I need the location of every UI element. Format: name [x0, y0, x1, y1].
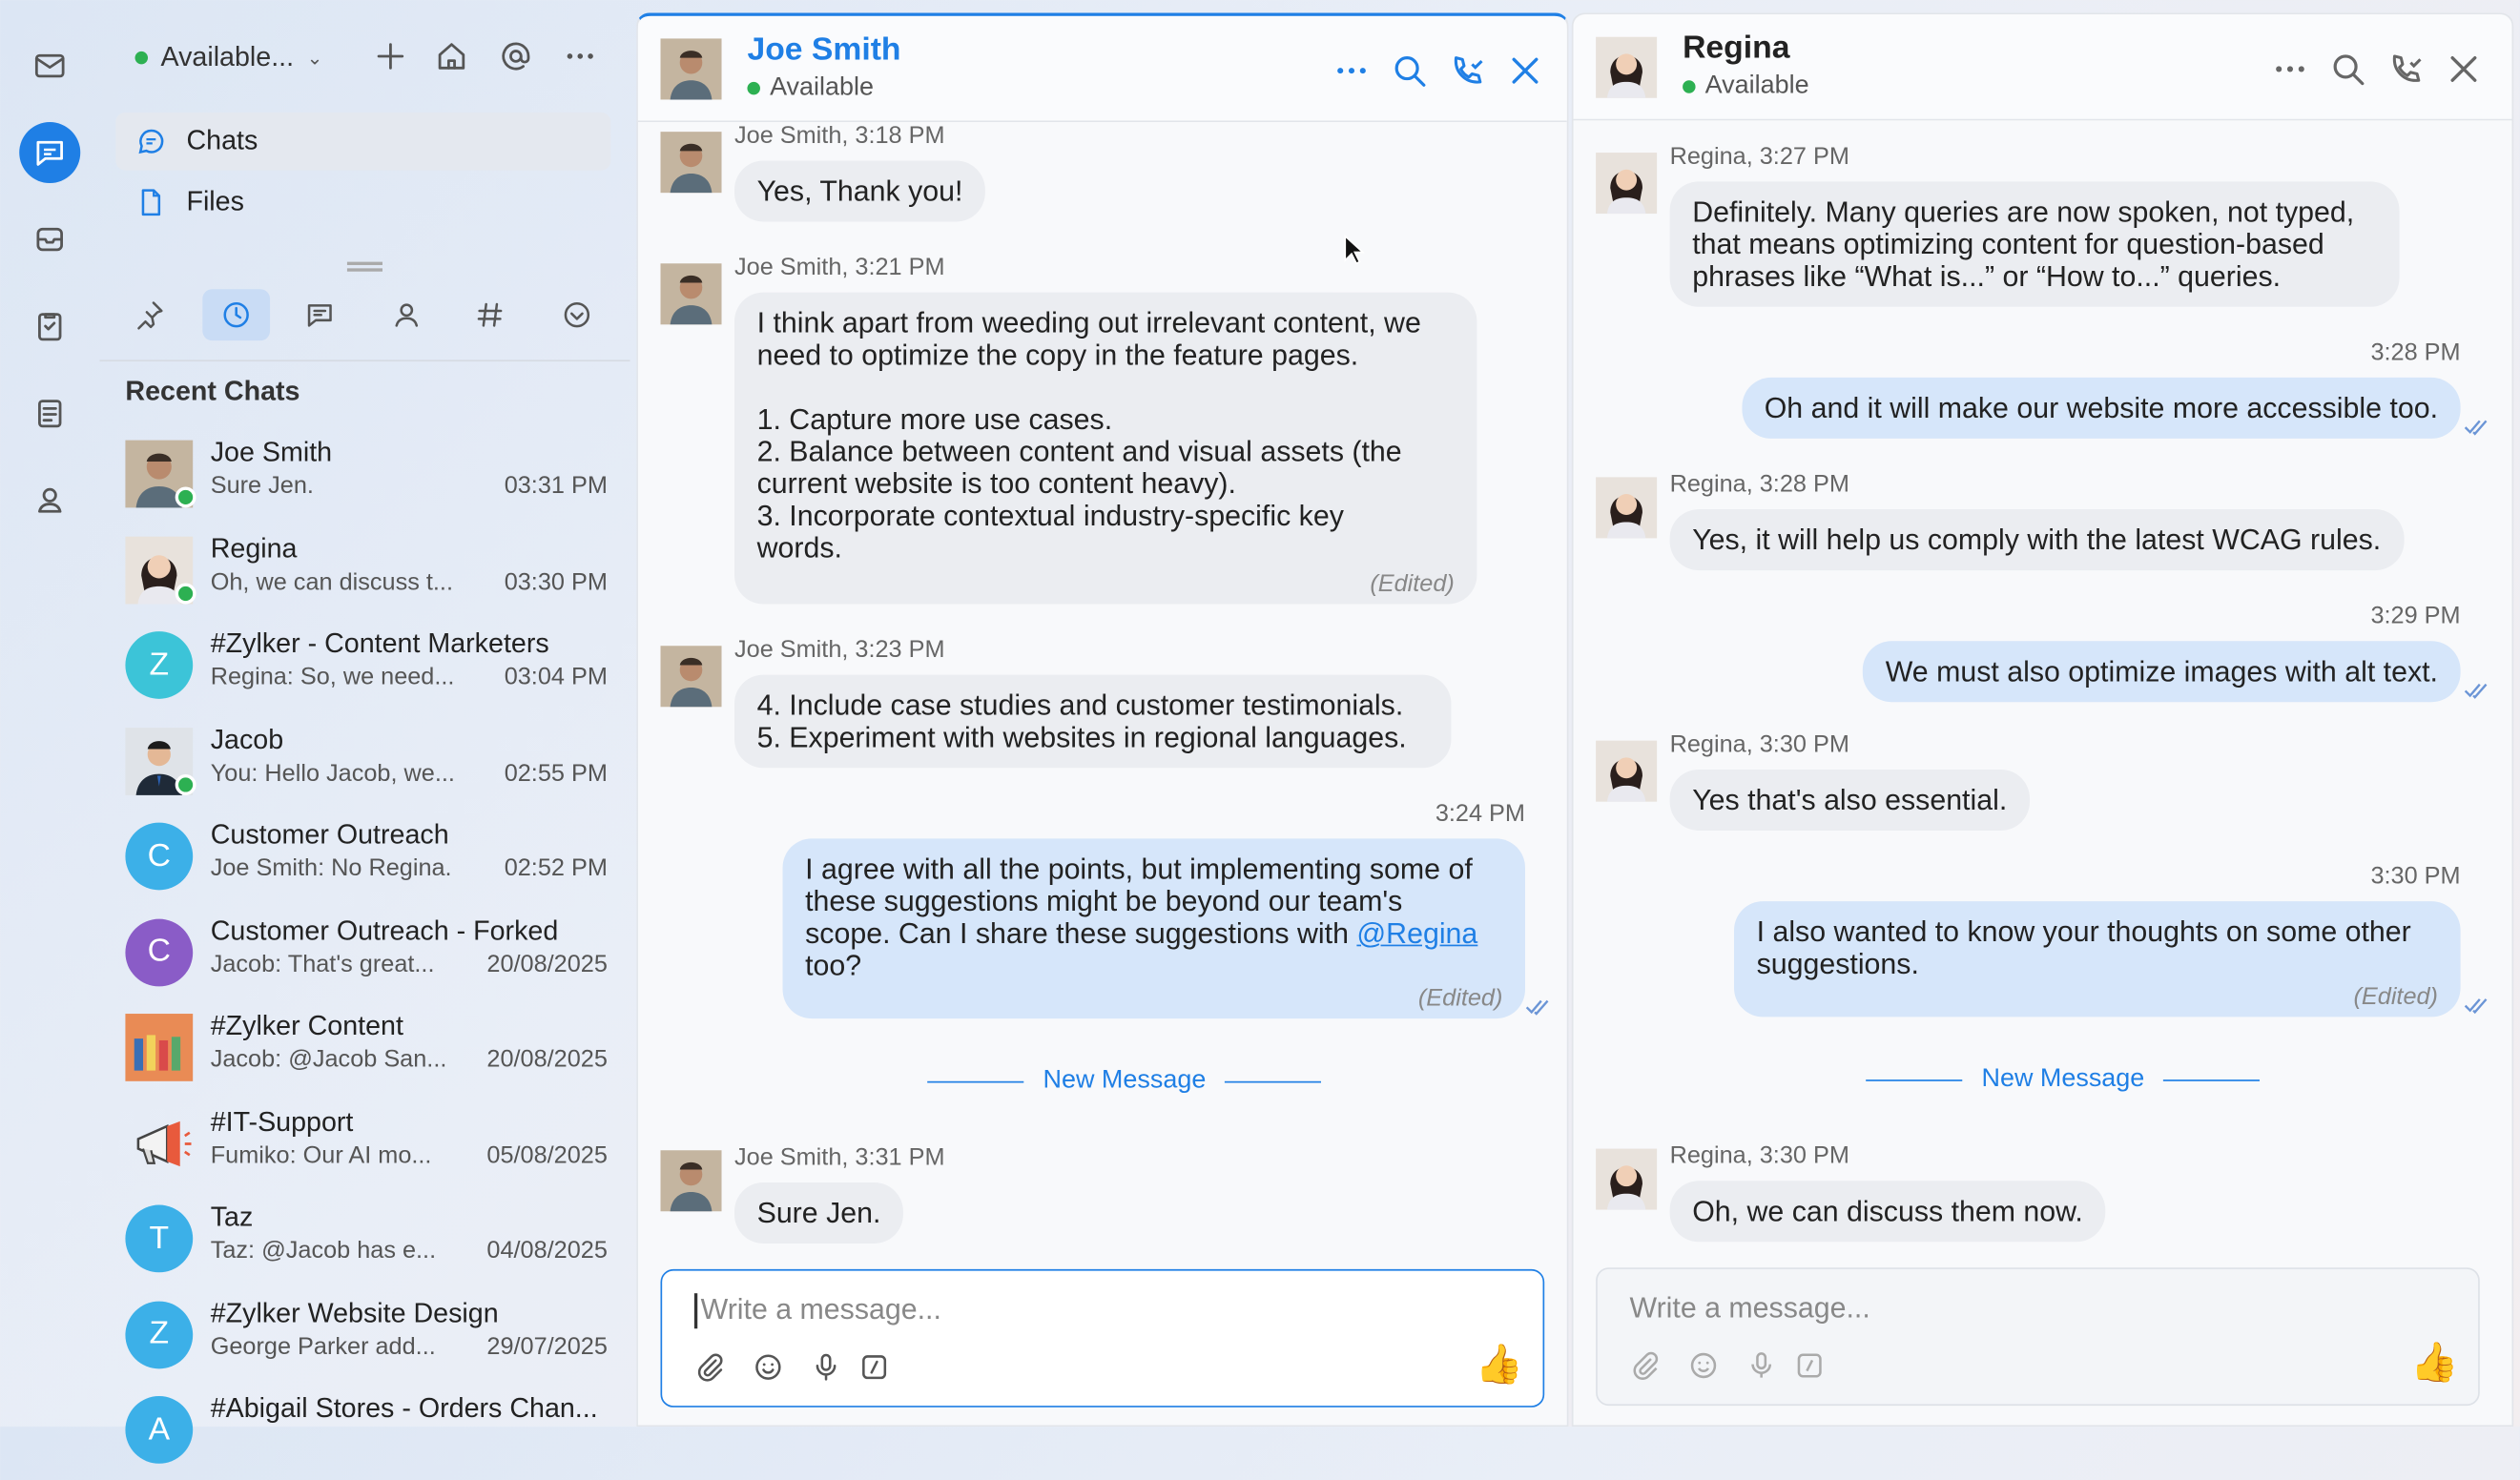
chat-preview: Oh, we can discuss t...: [210, 567, 453, 596]
recent-chats-title: Recent Chats: [125, 376, 300, 407]
message-line: 5. Experiment with websites in regional languages.: [756, 721, 1407, 754]
chat-title[interactable]: Regina: [1683, 31, 1790, 67]
slash-command-icon[interactable]: [1793, 1349, 1826, 1382]
presence-label: Available: [1704, 72, 1809, 100]
search-icon[interactable]: [2328, 50, 2366, 88]
message-input[interactable]: Write a message...: [1629, 1291, 1870, 1325]
chat-time: 05/08/2025: [486, 1141, 608, 1169]
message-composer[interactable]: [660, 1269, 1544, 1408]
chat-time: 02:55 PM: [504, 759, 608, 787]
chat-list-item[interactable]: [125, 1199, 607, 1288]
nav-chats[interactable]: [115, 113, 610, 171]
nav-files[interactable]: [115, 174, 610, 232]
read-receipt-icon: [1525, 999, 1551, 1016]
avatar[interactable]: [1596, 37, 1657, 98]
presence-label: Available: [770, 73, 874, 102]
chat-preview: Regina: So, we need...: [210, 663, 455, 691]
tasks-icon[interactable]: [19, 296, 80, 357]
chevron-down-icon[interactable]: ⌄: [306, 46, 323, 70]
avatar: [1596, 1149, 1657, 1210]
edited-label: (Edited): [1417, 984, 1503, 1013]
message-line: 2. Balance between content and visual assets (the: [756, 435, 1402, 468]
chat-time: 03:30 PM: [504, 567, 608, 596]
chat-header: [1574, 14, 2512, 120]
message-line: I agree with all the points, but implementing some of: [805, 853, 1473, 886]
read-receipt-icon: [2464, 683, 2489, 699]
message-input[interactable]: Write a message...: [700, 1293, 941, 1326]
avatar: [660, 132, 721, 193]
message-bubble[interactable]: [1670, 770, 2030, 831]
message-time: 3:29 PM: [2370, 602, 2461, 630]
chat-preview: Jacob: That's great...: [210, 950, 435, 978]
chat-filter-bar: [115, 289, 613, 353]
message-line: Definitely. Many queries are now spoken, not typed,: [1692, 195, 2355, 229]
avatar: [125, 1014, 193, 1081]
contacts-icon[interactable]: [19, 469, 80, 530]
read-receipt-icon: [2464, 997, 2489, 1014]
message-text: Yes that's also essential.: [1692, 784, 2008, 816]
message-line: current website is too content heavy).: [756, 467, 1236, 500]
message-line: need to optimize the copy in the feature pages.: [756, 339, 1359, 372]
read-receipt-icon: [2464, 420, 2489, 436]
message-bubble[interactable]: [734, 293, 1477, 605]
chat-preview: Jacob: @Jacob San...: [210, 1045, 447, 1074]
more-icon[interactable]: [2271, 50, 2309, 88]
message-line: phrases like “What is...” or “How to...” queries.: [1692, 259, 2282, 293]
call-icon[interactable]: [1448, 51, 1486, 90]
edited-label: (Edited): [1370, 570, 1455, 598]
chat-name: Taz: [210, 1202, 254, 1233]
message-text: Oh, we can discuss them now.: [1692, 1195, 2083, 1228]
chat-list-item[interactable]: [125, 1103, 607, 1193]
message-sender: Regina, 3:30 PM: [1669, 1141, 1849, 1170]
online-indicator: [176, 773, 196, 794]
chat-list-item[interactable]: [125, 816, 607, 906]
message-line: 1. Capture more use cases.: [756, 402, 1113, 436]
chat-preview: You: Hello Jacob, we...: [210, 759, 455, 787]
attach-icon[interactable]: [1629, 1349, 1662, 1382]
new-message-divider: [1847, 1065, 2280, 1094]
home-icon[interactable]: [434, 38, 469, 73]
chat-time: 29/07/2025: [486, 1332, 608, 1361]
presence-status: [747, 73, 874, 102]
inbox-icon[interactable]: [19, 209, 80, 270]
emoji-icon[interactable]: [1687, 1349, 1720, 1382]
message-line: 4. Include case studies and customer testimonials.: [756, 689, 1404, 722]
sidebar-topbar: [115, 32, 613, 84]
message-bubble[interactable]: [734, 675, 1451, 769]
avatar: Z: [125, 1301, 193, 1368]
chat-name: #Abigail Stores - Orders Chan...: [210, 1392, 598, 1424]
message-bubble[interactable]: [1734, 901, 2461, 1017]
more-icon[interactable]: [563, 38, 598, 73]
chat-name: Jacob: [210, 723, 284, 754]
chat-list-item[interactable]: [125, 1389, 607, 1479]
message-line: too?: [805, 949, 862, 982]
chat-name: Regina: [210, 532, 298, 564]
presence-status: [1683, 72, 1809, 101]
avatar: [660, 263, 721, 324]
message-line: words.: [756, 531, 842, 565]
status-selector[interactable]: Available...: [160, 41, 295, 72]
megaphone-icon: [125, 1109, 193, 1177]
chat-list-item[interactable]: [125, 721, 607, 811]
attach-icon[interactable]: [694, 1351, 727, 1384]
recent-clock-icon[interactable]: [202, 289, 270, 340]
chat-time: 03:31 PM: [504, 472, 608, 500]
pin-icon[interactable]: [115, 289, 183, 340]
chat-list-item[interactable]: [125, 529, 607, 619]
message-bubble[interactable]: [1670, 181, 2400, 306]
nav-chats-label: Chats: [186, 125, 258, 156]
avatar: [660, 646, 721, 707]
message-bubble[interactable]: [734, 160, 985, 221]
online-indicator: [176, 583, 196, 604]
search-icon[interactable]: [1390, 51, 1428, 90]
chat-name: #Zylker Content: [210, 1010, 403, 1041]
resize-handle[interactable]: [347, 262, 382, 272]
avatar: C: [125, 823, 193, 891]
chat-time: 04/08/2025: [486, 1237, 608, 1264]
nav-files-label: Files: [186, 186, 244, 217]
message-bubble[interactable]: [783, 838, 1525, 1018]
avatar: [660, 1150, 721, 1211]
chats-icon: [135, 125, 168, 157]
chat-preview: Taz: @Jacob has e...: [210, 1237, 437, 1264]
message-sender: Joe Smith, 3:18 PM: [733, 122, 945, 150]
message-line: I think apart from weeding out irrelevant content, we: [756, 306, 1421, 339]
message-line: 3. Incorporate contextual industry-specific key: [756, 499, 1344, 532]
message-sender: Regina, 3:28 PM: [1669, 470, 1849, 499]
message-time: 3:30 PM: [2370, 862, 2461, 891]
thumbs-up-icon[interactable]: 👍: [2410, 1341, 2459, 1386]
channels-hash-icon[interactable]: [457, 289, 525, 340]
message-time: 3:24 PM: [1435, 799, 1525, 828]
message-bubble[interactable]: [1863, 641, 2460, 702]
message-time: 3:28 PM: [2370, 339, 2461, 367]
microphone-icon[interactable]: [1745, 1349, 1778, 1382]
chat-name: #IT-Support: [210, 1105, 354, 1137]
microphone-icon[interactable]: [810, 1351, 842, 1384]
message-bubble[interactable]: [1670, 509, 2404, 570]
app-rail: [0, 0, 99, 1427]
chat-preview: Fumiko: Our AI mo...: [210, 1141, 432, 1169]
call-icon[interactable]: [2386, 50, 2425, 88]
chat-preview: Sure Jen.: [210, 472, 314, 500]
message-bubble[interactable]: [1670, 1181, 2106, 1242]
chat-list-item[interactable]: [125, 912, 607, 1001]
mail-icon[interactable]: [19, 35, 80, 96]
close-icon[interactable]: [2445, 50, 2483, 88]
message-line: scope. Can I share these suggestions with: [805, 916, 1357, 950]
chat-time: 20/08/2025: [486, 950, 608, 978]
chat-preview: Joe Smith: No Regina.: [210, 854, 452, 882]
message-text: Sure Jen.: [756, 1197, 881, 1229]
message-sender: Regina, 3:27 PM: [1669, 142, 1849, 171]
chat-list-item[interactable]: [125, 434, 607, 524]
avatar: A: [125, 1396, 193, 1464]
plus-icon[interactable]: [373, 38, 408, 73]
message-sender: Joe Smith, 3:21 PM: [733, 254, 945, 281]
chat-time: 20/08/2025: [486, 1045, 608, 1074]
chat-time: 03:04 PM: [504, 663, 608, 691]
chat-name: Joe Smith: [210, 437, 333, 468]
avatar: Z: [125, 631, 193, 699]
notes-icon[interactable]: [19, 382, 80, 443]
avatar: [1596, 153, 1657, 214]
avatar: [1596, 741, 1657, 802]
message-line: suggestions.: [1756, 947, 1919, 980]
chat-preview: George Parker add...: [210, 1332, 436, 1361]
edited-label: (Edited): [2353, 983, 2438, 1011]
file-icon: [135, 186, 168, 218]
emoji-icon[interactable]: [753, 1351, 785, 1384]
thumbs-up-icon[interactable]: 👍: [1475, 1343, 1524, 1387]
message-bubble[interactable]: [1742, 378, 2460, 439]
chat-sidebar: [99, 0, 630, 1448]
chat-name: #Zylker - Content Marketers: [210, 627, 549, 659]
message-bubble[interactable]: [734, 1182, 903, 1244]
more-filters-icon[interactable]: [543, 289, 610, 340]
chat-title[interactable]: Joe Smith: [747, 31, 901, 68]
avatar: T: [125, 1205, 193, 1273]
avatar[interactable]: [660, 38, 721, 99]
chat-name: Customer Outreach - Forked: [210, 915, 559, 946]
chat-list-item[interactable]: [125, 1294, 607, 1384]
message-line: that means optimizing content for question-based: [1692, 228, 2324, 260]
chat-list-item[interactable]: [125, 625, 607, 714]
message-line: these suggestions might be beyond our team's: [805, 885, 1403, 917]
message-text: Yes, Thank you!: [756, 175, 963, 208]
status-dot: [747, 82, 759, 94]
chat-panel-joe-smith: [636, 12, 1568, 1427]
chat-panel-regina: [1572, 12, 2513, 1427]
slash-command-icon[interactable]: [858, 1351, 891, 1384]
message-text: We must also optimize images with alt text.: [1885, 655, 2438, 689]
new-message-label: New Message: [1981, 1064, 2145, 1093]
contacts-filter-icon[interactable]: [373, 289, 441, 340]
chat-list-item[interactable]: [125, 1007, 607, 1097]
new-message-label: New Message: [1043, 1066, 1207, 1095]
message-line: I also wanted to know your thoughts on some other: [1756, 915, 2411, 948]
more-icon[interactable]: [1332, 51, 1371, 90]
text-cursor: [694, 1293, 697, 1328]
message-text: Oh and it will make our website more accessible too.: [1764, 392, 2438, 424]
avatar: [1596, 477, 1657, 538]
message-sender: Joe Smith, 3:23 PM: [733, 636, 945, 664]
online-indicator: [176, 486, 196, 507]
mention-link[interactable]: @Regina: [1356, 916, 1478, 950]
chat-name: Customer Outreach: [210, 819, 449, 851]
threads-icon[interactable]: [286, 289, 354, 340]
mouse-cursor-icon: [1344, 235, 1367, 267]
chat-icon[interactable]: [19, 122, 80, 183]
message-sender: Joe Smith, 3:31 PM: [733, 1143, 945, 1172]
status-dot: [1683, 80, 1695, 92]
message-text: Yes, it will help us comply with the latest WCAG rules.: [1692, 524, 2382, 556]
close-icon[interactable]: [1506, 51, 1544, 90]
chat-name: #Zylker Website Design: [210, 1297, 499, 1328]
avatar: C: [125, 918, 193, 986]
mention-icon[interactable]: [498, 38, 533, 73]
message-composer[interactable]: [1596, 1267, 2480, 1406]
chat-header: [638, 16, 1567, 122]
chat-time: 02:52 PM: [504, 854, 608, 882]
status-dot: [135, 51, 148, 64]
divider: [99, 360, 630, 361]
message-sender: Regina, 3:30 PM: [1669, 730, 1849, 759]
new-message-divider: [908, 1067, 1341, 1096]
